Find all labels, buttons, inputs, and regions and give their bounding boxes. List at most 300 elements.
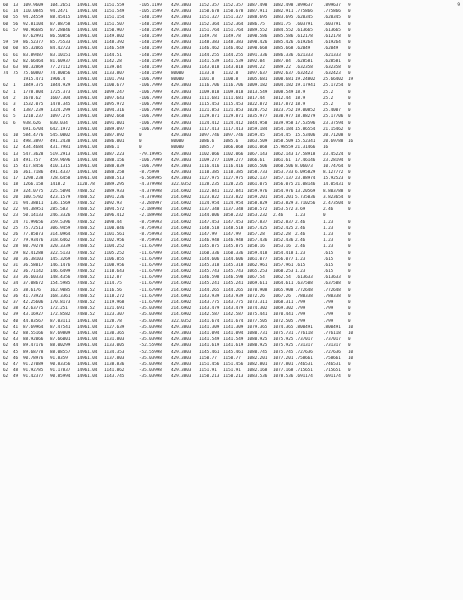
table-cell: .615: [323, 262, 334, 268]
table-cell: 0: [348, 293, 351, 299]
table-cell: 61: [3, 52, 9, 58]
table-cell: -8.759993: [139, 238, 162, 244]
table-cell: 1150.213: [199, 374, 220, 380]
table-cell: 429.3803: [171, 355, 192, 361]
table-cell: 1023.752: [273, 108, 294, 114]
table-cell: 23.28194: [323, 157, 344, 163]
table-cell: 1146.549: [104, 46, 125, 52]
table-cell: 1151.559: [104, 3, 125, 8]
table-cell: 1141.549: [223, 337, 244, 343]
table-cell: 14961.04: [77, 343, 98, 349]
table-cell: 74: [3, 71, 9, 77]
table-cell: 1124.954: [223, 201, 244, 206]
table-cell: 1063.509: [247, 139, 268, 145]
table-cell: 1058.733: [247, 170, 268, 176]
table-cell: 75.60807: [23, 71, 44, 77]
table-cell: 1133.005: [104, 343, 125, 349]
table-cell: -8.759993: [139, 225, 162, 231]
table-cell: 62: [3, 219, 9, 225]
table-cell: 63: [3, 64, 9, 70]
table-cell: 1146.462: [223, 46, 244, 52]
table-cell: 1116.706: [223, 83, 244, 89]
table-cell: 1090.668: [247, 46, 268, 52]
table-cell: 24: [13, 219, 19, 225]
table-cell: 0: [348, 318, 351, 324]
table-cell: -35.03998: [139, 374, 162, 380]
table-cell: 1123.822: [223, 194, 244, 200]
table-cell: 20: [13, 194, 19, 200]
table-cell: .62049: [323, 46, 339, 52]
table-cell: 1017.44: [247, 95, 265, 101]
table-cell: -35.03998: [139, 318, 162, 324]
table-cell: 11: [13, 139, 19, 145]
table-cell: 7480.52: [77, 188, 95, 194]
table-cell: 94.24559: [23, 15, 44, 21]
table-cell: 1087.04: [273, 58, 291, 64]
table-cell: 0: [348, 250, 351, 256]
table-cell: 1120.78: [77, 182, 95, 188]
table-cell: 1.23: [323, 238, 334, 244]
table-cell: 3: [13, 102, 16, 107]
table-cell: 1061.075: [247, 182, 268, 188]
table-cell: 21.15462: [323, 126, 344, 132]
table-cell: 1080.925: [247, 337, 268, 343]
table-cell: 322.0352: [171, 182, 192, 188]
table-cell: 429.3803: [171, 52, 192, 58]
table-cell: .758661: [295, 355, 313, 361]
table-cell: 1053.829: [273, 201, 294, 206]
table-cell: 324.0775: [23, 188, 44, 194]
table-cell: 410.1315: [50, 163, 71, 169]
table-cell: 1143.775: [223, 300, 244, 305]
table-cell: 23.88974: [295, 176, 316, 182]
table-cell: 1151.456: [223, 361, 244, 367]
table-cell: 1915.471: [23, 77, 44, 83]
table-cell: 214.6902: [171, 201, 192, 206]
table-cell: 25.66402: [323, 77, 344, 83]
table-cell: 459.9696: [50, 157, 71, 163]
table-cell: 1075.441: [247, 312, 268, 318]
table-cell: 359.5396: [50, 219, 71, 225]
table-cell: 1052.28: [273, 231, 291, 237]
table-cell: 1160.336: [223, 250, 244, 256]
table-cell: 14961.04: [77, 176, 98, 182]
table-cell: -6.569995: [139, 176, 162, 182]
table-cell: 62: [3, 361, 9, 367]
table-cell: 146.1476: [50, 262, 71, 268]
table-cell: 94.2471: [50, 9, 68, 15]
table-cell: 1145.241: [199, 281, 220, 287]
table-cell: 1067.54: [247, 275, 265, 281]
table-cell: 1149.78: [199, 33, 217, 39]
table-cell: 1266.158: [23, 182, 44, 188]
table-cell: 36.60333: [23, 275, 44, 281]
table-cell: 1143.479: [199, 306, 220, 312]
table-cell: 0: [348, 194, 351, 200]
table-cell: 14961.04: [77, 361, 98, 367]
table-cell: 19: [13, 188, 19, 194]
table-cell: -8.759993: [139, 231, 162, 237]
table-cell: 17.58918: [295, 151, 316, 157]
table-cell: 0: [348, 15, 351, 21]
table-cell: 1075.731: [273, 330, 294, 336]
table-cell: 1100.677: [104, 83, 125, 89]
table-cell: 1087.911: [247, 9, 268, 15]
table-cell: 0: [348, 89, 351, 95]
table-cell: 214.6902: [171, 207, 192, 213]
table-cell: 1057.28: [247, 231, 265, 237]
table-cell: 12: [13, 145, 19, 151]
table-cell: 18.9: [295, 102, 306, 107]
table-cell: 1141.094: [223, 330, 244, 336]
table-cell: 42: [13, 330, 19, 336]
table-cell: 1082.911: [273, 9, 294, 15]
table-cell: 40: [13, 318, 19, 324]
table-cell: 146.6499: [50, 269, 71, 275]
table-cell: 214.6902: [171, 287, 192, 293]
table-cell: 1074.365: [273, 324, 294, 330]
table-cell: 1059.976: [247, 188, 268, 194]
table-cell: 1.23: [323, 231, 334, 237]
table-cell: .799: [323, 300, 334, 305]
table-cell: 429.3803: [171, 40, 192, 46]
table-cell: 1070.908: [247, 287, 268, 293]
table-cell: 1142.28: [104, 58, 122, 64]
table-cell: 0: [348, 225, 351, 231]
table-cell: 88.45415: [50, 15, 71, 21]
table-cell: -2.189998: [139, 213, 162, 219]
table-cell: 0: [348, 157, 351, 163]
table-cell: 77.85073: [23, 231, 44, 237]
table-cell: 6: [13, 120, 16, 126]
table-cell: 1089.552: [247, 27, 268, 33]
table-cell: 18.9: [295, 95, 306, 101]
table-cell: 1151.549: [104, 9, 125, 15]
table-cell: 94.38951: [23, 207, 44, 213]
table-cell: .612178: [323, 33, 341, 39]
table-row: [3, 374, 459, 380]
table-cell: 1057.436: [247, 238, 268, 244]
table-cell: 14961.04: [77, 102, 98, 107]
table-cell: 61: [3, 27, 9, 33]
table-cell: 1094.572: [104, 207, 125, 213]
table-cell: .737017: [323, 337, 341, 343]
table-cell: 92.81104: [23, 21, 44, 27]
table-cell: 1142.587: [223, 312, 244, 318]
table-cell: 34: [13, 281, 19, 287]
table-cell: -106.7999: [139, 83, 162, 89]
table-cell: 136.1569: [50, 201, 71, 206]
table-cell: .715651: [295, 368, 313, 374]
table-cell: 1117.413: [199, 126, 220, 132]
table-cell: 13: [13, 151, 19, 157]
table-cell: 429.3803: [171, 151, 192, 157]
table-cell: 14961.04: [77, 318, 98, 324]
table-cell: -106.7999: [139, 120, 162, 126]
table-cell: 1030.977: [273, 114, 294, 120]
table-cell: 16: [13, 170, 19, 176]
table-cell: 1150.213: [223, 374, 244, 380]
table-cell: 214.6902: [171, 219, 192, 225]
table-cell: 23: [13, 213, 19, 219]
table-cell: -8.75999: [139, 170, 160, 176]
table-cell: .731317: [323, 343, 341, 349]
table-cell: .800491: [295, 324, 313, 330]
table-cell: 0: [348, 238, 351, 244]
table-cell: 44.83567: [23, 318, 44, 324]
table-cell: -35.03998: [139, 368, 162, 374]
table-cell: -11.67999: [139, 256, 162, 262]
table-cell: 429.3803: [171, 108, 192, 114]
table-cell: 1085.426: [273, 40, 294, 46]
table-cell: 1013.549: [247, 89, 268, 95]
table-cell: 214.6902: [171, 300, 192, 305]
table-cell: 43: [13, 337, 19, 343]
table-cell: 61: [3, 151, 9, 157]
table-cell: 1059.201: [247, 194, 268, 200]
table-cell: 60: [3, 15, 9, 21]
table-cell: 1.23: [295, 269, 306, 275]
table-cell: -11.67999: [139, 250, 162, 256]
table-cell: 0: [348, 58, 351, 64]
table-cell: .621333: [323, 52, 341, 58]
table-cell: 1.23: [323, 219, 334, 225]
table-cell: 80000: [171, 145, 184, 151]
table-cell: 1.23: [295, 250, 306, 256]
table-cell: -11.67999: [139, 244, 162, 250]
table-cell: 46: [13, 355, 19, 361]
table-cell: -52.55998: [139, 349, 162, 355]
table-cell: 1478.345: [50, 102, 71, 107]
table-cell: 14961.04: [77, 145, 98, 151]
table-cell: .62049: [295, 46, 311, 52]
table-cell: 61: [3, 182, 9, 188]
table-cell: 48: [13, 368, 19, 374]
table-cell: 1148.518: [223, 225, 244, 231]
table-cell: 1077.201: [273, 355, 294, 361]
table-cell: -4.379998: [139, 194, 162, 200]
table-cell: 322.0352: [171, 318, 192, 324]
table-cell: 14961.04: [77, 64, 98, 70]
table-cell: 1145.461: [223, 349, 244, 355]
table-cell: 1062.143: [273, 151, 294, 157]
table-cell: 4: [13, 108, 16, 114]
table-cell: 19.17941: [295, 83, 316, 89]
table-cell: 37: [13, 300, 19, 305]
table-cell: 87.62991: [23, 33, 44, 39]
table-cell: 47: [13, 361, 19, 367]
table-cell: 162.9085: [50, 287, 71, 293]
table-cell: 1077.505: [247, 318, 268, 324]
table-cell: 1080.731: [247, 330, 268, 336]
table-cell: .799: [295, 318, 306, 324]
table-cell: 170.8173: [50, 300, 71, 305]
table-cell: 1056.075: [273, 182, 294, 188]
table-cell: 1065.506: [247, 163, 268, 169]
table-cell: 1129.871: [223, 114, 244, 120]
table-cell: 0: [348, 33, 351, 39]
table-cell: 14961.04: [77, 15, 98, 21]
table-cell: 85.32065: [23, 46, 44, 52]
table-cell: 1081.75: [273, 21, 291, 27]
table-cell: 1128.235: [223, 182, 244, 188]
table-cell: 32: [13, 269, 19, 275]
table-cell: 62: [3, 207, 9, 213]
table-cell: 1052.436: [273, 238, 294, 244]
table-cell: 15.52341: [295, 139, 316, 145]
table-cell: 491.757: [23, 157, 41, 163]
table-cell: -140.1599: [139, 64, 162, 70]
table-cell: 1096.412: [104, 213, 125, 219]
table-cell: 0: [348, 52, 351, 58]
table-cell: 1298.238: [23, 176, 44, 182]
table-cell: 1127.639: [104, 324, 125, 330]
table-cell: 429.3803: [171, 114, 192, 120]
table-cell: 1.23: [323, 225, 334, 231]
table-cell: 44: [13, 343, 19, 349]
table-cell: 7480.52: [77, 225, 95, 231]
table-cell: 1054.418: [273, 250, 294, 256]
table-cell: 62: [3, 287, 9, 293]
table-cell: 88.08557: [50, 349, 71, 355]
table-cell: -106.7999: [139, 163, 162, 169]
table-cell: 1: [13, 83, 16, 89]
table-cell: 1104.252: [104, 244, 125, 250]
table-cell: 1121.853: [223, 108, 244, 114]
table-cell: 55: [13, 15, 19, 21]
table-cell: 10: [13, 132, 19, 138]
table-cell: 1080.745: [247, 349, 268, 355]
table-cell: 429.3803: [171, 176, 192, 182]
table-cell: 2: [13, 95, 16, 101]
table-cell: 584.4776: [23, 132, 44, 138]
table-cell: 19.00852: [295, 108, 316, 114]
table-cell: 1109.277: [199, 157, 220, 163]
table-cell: 59: [3, 40, 9, 46]
table-cell: 25.17254: [323, 83, 344, 89]
table-cell: 728.6458: [50, 176, 71, 182]
table-cell: 1150.907: [104, 27, 125, 33]
table-cell: 429.3803: [171, 58, 192, 64]
table-cell: 1069.611: [247, 281, 268, 287]
table-cell: 85.75533: [50, 40, 71, 46]
table-cell: 1092.04: [247, 58, 265, 64]
table-cell: .737017: [295, 337, 313, 343]
table-cell: 14961.04: [77, 3, 98, 8]
table-cell: 1079.365: [247, 324, 268, 330]
table-cell: -3.284997: [139, 201, 162, 206]
table-cell: 1137.348: [223, 207, 244, 213]
table-cell: 10: [348, 324, 354, 330]
table-cell: 0: [348, 312, 351, 318]
table-cell: 10: [348, 349, 354, 355]
table-cell: 1082.498: [273, 3, 294, 8]
table-cell: 61: [3, 108, 9, 114]
table-cell: 1148.518: [199, 225, 220, 231]
table-cell: 1012.44: [273, 95, 291, 101]
table-cell: 214.6902: [171, 231, 192, 237]
table-cell: 14961.04: [77, 21, 98, 27]
table-cell: 1152.357: [223, 3, 244, 8]
table-cell: 61: [13, 52, 19, 58]
table-cell: 429.3803: [171, 95, 192, 101]
table-cell: 1067.26: [273, 293, 291, 299]
table-cell: 361.7186: [23, 170, 44, 176]
table-cell: 0: [348, 114, 351, 120]
table-cell: 1083.695: [273, 15, 294, 21]
table-cell: 3.710256: [295, 201, 316, 206]
table-cell: 1062.137: [247, 176, 268, 182]
table-cell: 45: [13, 349, 19, 355]
table-cell: .780338: [323, 293, 341, 299]
table-cell: 14961.04: [77, 27, 98, 33]
table-cell: 214.6902: [171, 194, 192, 200]
table-cell: 56: [13, 21, 19, 27]
table-cell: 1066.068: [223, 145, 244, 151]
table-cell: 88.55166: [23, 330, 44, 336]
table-cell: 8.127772: [323, 170, 344, 176]
table-cell: .615: [295, 262, 306, 268]
table-cell: 1151.327: [223, 15, 244, 21]
table-cell: 36.58017: [23, 262, 44, 268]
table-cell: 86.52377: [23, 40, 44, 46]
table-cell: 59: [13, 40, 19, 46]
table-cell: 18.9: [295, 89, 306, 95]
table-cell: .899637: [323, 3, 341, 8]
table-cell: 1143.939: [199, 293, 220, 299]
table-cell: 62: [3, 244, 9, 250]
table-cell: 62: [3, 83, 9, 89]
table-cell: .780338: [295, 293, 313, 299]
table-cell: .758661: [323, 355, 341, 361]
table-cell: -140.1599: [139, 15, 162, 21]
table-cell: 429.3803: [171, 374, 192, 380]
table-cell: 1056.077: [273, 256, 294, 262]
table-cell: 62: [3, 275, 9, 281]
table-cell: 1091.336: [247, 52, 268, 58]
table-cell: .799: [295, 312, 306, 318]
table-cell: 1053.232: [247, 213, 268, 219]
table-cell: 80.79278: [23, 244, 44, 250]
table-cell: 22: [13, 207, 19, 213]
table-cell: 49: [13, 374, 19, 380]
table-cell: 1073.311: [247, 300, 268, 305]
table-cell: 214.6902: [171, 293, 192, 299]
table-cell: 0: [348, 163, 351, 169]
table-cell: 20.71208: [323, 132, 344, 138]
table-cell: 1108.956: [104, 262, 125, 268]
table-cell: 1087.223: [104, 151, 125, 157]
table-cell: -140.1599: [139, 71, 162, 77]
table-cell: .746531: [323, 361, 341, 367]
table-cell: .799: [323, 312, 334, 318]
table-cell: 21.08146: [295, 182, 316, 188]
table-cell: 1110.643: [104, 269, 125, 275]
table-cell: 1148.383: [199, 40, 220, 46]
table-cell: 1151.456: [199, 361, 220, 367]
table-cell: 1.23: [295, 256, 306, 262]
table-cell: 429.3803: [171, 64, 192, 70]
table-cell: 214.6902: [171, 225, 192, 231]
table-cell: 214.6902: [171, 213, 192, 219]
table-cell: 5: [13, 114, 16, 120]
table-cell: 429.3803: [171, 9, 192, 15]
table-cell: 84.42723: [50, 46, 71, 52]
table-cell: 2.46: [323, 207, 334, 213]
table-cell: 429.3803: [171, 170, 192, 176]
table-cell: 322.5133: [50, 250, 71, 256]
table-cell: 94.38011: [23, 201, 44, 206]
